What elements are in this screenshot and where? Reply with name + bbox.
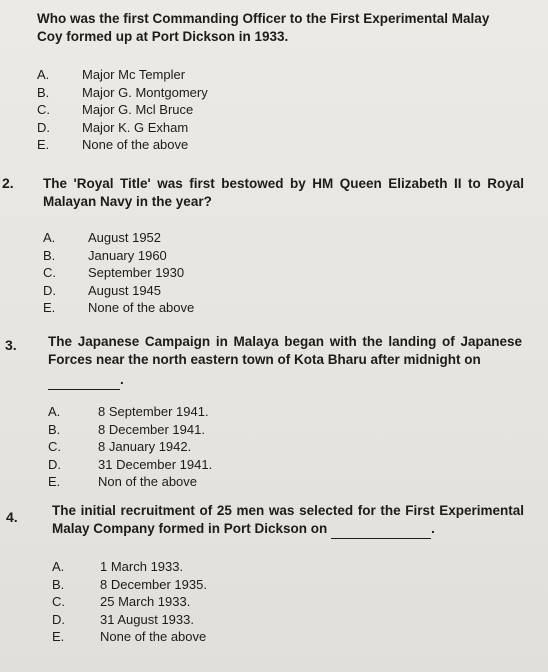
answer-blank[interactable] bbox=[48, 371, 120, 390]
option-c[interactable] bbox=[43, 264, 194, 282]
option-e[interactable] bbox=[48, 473, 212, 491]
answer-line bbox=[48, 371, 522, 390]
option-letter: B. bbox=[48, 421, 61, 437]
question-stem: The 'Royal Title' was first bestowed by HM Queen Elizabeth II to Royal Malayan Navy in the year? bbox=[43, 176, 524, 209]
option-letter: E. bbox=[52, 629, 65, 644]
stem-end: . bbox=[431, 521, 435, 536]
option-letter: B. bbox=[52, 576, 65, 592]
option-b[interactable] bbox=[43, 247, 194, 265]
option-text: Non of the above bbox=[98, 474, 198, 489]
option-d[interactable] bbox=[52, 611, 207, 629]
option-text: 8 December 1935. bbox=[100, 576, 207, 592]
option-letter: A. bbox=[43, 230, 56, 245]
option-a[interactable] bbox=[43, 229, 194, 247]
option-e[interactable] bbox=[37, 136, 208, 154]
option-text: Major G. Mcl Bruce bbox=[82, 102, 194, 117]
option-letter: D. bbox=[48, 456, 61, 472]
question-number: 2. bbox=[2, 175, 14, 191]
option-text: September 1930 bbox=[88, 265, 185, 280]
stem-end: . bbox=[120, 372, 124, 387]
option-letter: C. bbox=[52, 594, 65, 609]
option-letter: A. bbox=[48, 404, 61, 419]
question-stem-text: The Japanese Campaign in Malaya began with the landing of Japanese Forces near the north eastern town of Kota Bharu after midnight on bbox=[48, 334, 522, 367]
question-number: 4. bbox=[6, 509, 18, 525]
option-text: 8 December 1941. bbox=[98, 421, 205, 437]
option-letter: C. bbox=[48, 439, 61, 454]
answer-blank[interactable] bbox=[331, 520, 431, 539]
option-list bbox=[48, 403, 212, 491]
option-text: None of the above bbox=[88, 300, 195, 315]
option-text: 31 August 1933. bbox=[100, 611, 194, 627]
option-text: August 1952 bbox=[88, 230, 162, 245]
option-letter: D. bbox=[43, 282, 56, 298]
option-text: None of the above bbox=[82, 137, 189, 152]
option-c[interactable] bbox=[52, 593, 207, 611]
option-text: Major Mc Templer bbox=[82, 67, 186, 82]
option-letter: C. bbox=[37, 102, 50, 117]
option-a[interactable] bbox=[37, 66, 208, 84]
option-text: 1 March 1933. bbox=[100, 559, 184, 574]
option-a[interactable] bbox=[48, 403, 212, 421]
option-letter: E. bbox=[37, 137, 50, 152]
option-c[interactable] bbox=[48, 438, 212, 456]
option-e[interactable] bbox=[43, 299, 194, 317]
question-stem: Who was the first Commanding Officer to the First Experimental Malay Coy formed up at Port Dickson in 1933. bbox=[37, 11, 490, 44]
option-letter: B. bbox=[37, 84, 50, 100]
option-d[interactable] bbox=[43, 282, 194, 300]
option-text: 8 September 1941. bbox=[98, 404, 209, 419]
option-text: Major G. Montgomery bbox=[82, 84, 208, 100]
option-d[interactable] bbox=[37, 119, 208, 137]
option-letter: D. bbox=[52, 611, 65, 627]
option-b[interactable] bbox=[48, 421, 212, 439]
option-d[interactable] bbox=[48, 456, 212, 474]
option-b[interactable] bbox=[37, 84, 208, 102]
option-letter: B. bbox=[43, 247, 56, 263]
option-letter: A. bbox=[37, 67, 50, 82]
option-b[interactable] bbox=[52, 576, 207, 594]
option-text: 31 December 1941. bbox=[98, 456, 213, 472]
option-list bbox=[52, 558, 207, 646]
option-text: August 1945 bbox=[88, 282, 162, 298]
option-text: None of the above bbox=[100, 629, 207, 644]
option-letter: C. bbox=[43, 265, 56, 280]
option-letter: E. bbox=[48, 474, 61, 489]
option-text: Major K. G Exham bbox=[82, 119, 189, 135]
question-number: 3. bbox=[5, 337, 17, 353]
question-stem-text: The initial recruitment of 25 men was selected for the First Experimental Malay Company formed in Port Dickson on bbox=[52, 503, 524, 536]
option-text: January 1960 bbox=[88, 247, 167, 263]
option-e[interactable] bbox=[52, 628, 207, 646]
question-stem bbox=[48, 333, 522, 390]
option-text: 8 January 1942. bbox=[98, 439, 192, 454]
option-a[interactable] bbox=[52, 558, 207, 576]
option-letter: A. bbox=[52, 559, 65, 574]
option-letter: D. bbox=[37, 119, 50, 135]
option-c[interactable] bbox=[37, 101, 208, 119]
option-list bbox=[43, 229, 194, 317]
option-text: 25 March 1933. bbox=[100, 594, 191, 609]
question-stem bbox=[52, 502, 524, 539]
option-list bbox=[37, 66, 208, 154]
option-letter: E. bbox=[43, 300, 56, 315]
